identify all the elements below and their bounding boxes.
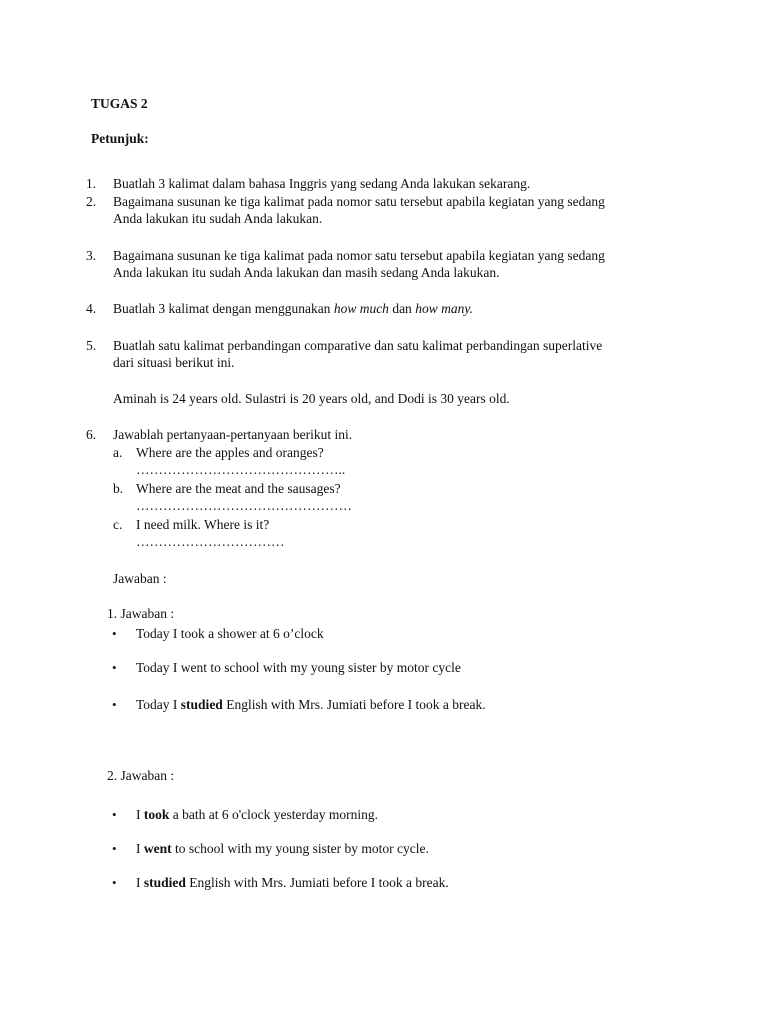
sub-question-letter: a. (113, 445, 123, 460)
question-text: Anda lakukan itu sudah Anda lakukan dan masih sedang Anda lakukan. (113, 265, 500, 280)
answer-text: Today I (136, 697, 181, 712)
answer-verb: took (143, 807, 170, 822)
sub-question-letter: b. (113, 481, 124, 496)
question-text: Jawablah pertanyaan-pertanyaan berikut ini. (113, 427, 353, 442)
answer-2-heading: 2. Jawaban : (107, 768, 175, 783)
answer-text: English with Mrs. Jumiati before I took a break. (222, 697, 486, 712)
answer-item (136, 840, 429, 857)
question-text (113, 300, 473, 317)
answer-verb: studied (180, 697, 223, 712)
answer-text: I (136, 841, 144, 856)
question-emphasis: how many. (415, 301, 473, 316)
question-text: Buatlah satu kalimat perbandingan comparative dan satu kalimat perbandingan superlative (113, 338, 603, 353)
bullet-icon: • (112, 807, 117, 822)
question-number: 5. (86, 338, 97, 353)
bullet-icon: • (112, 626, 117, 641)
question-number: 3. (86, 248, 97, 263)
answer-verb: studied (143, 875, 186, 890)
answer-blank: ……………………………………….. (136, 462, 346, 477)
answer-text: a bath at 6 o'clock yesterday morning. (169, 807, 379, 822)
answer-text: to school with my young sister by motor cycle. (171, 841, 429, 856)
question-text-part: dan (388, 301, 416, 316)
example-situation: Aminah is 24 years old. Sulastri is 20 years old, and Dodi is 30 years old. (113, 391, 510, 406)
answer-item (136, 874, 449, 891)
answer-text: I (136, 875, 144, 890)
question-text: Buatlah 3 kalimat dalam bahasa Inggris yang sedang Anda lakukan sekarang. (113, 176, 531, 191)
bullet-icon: • (112, 841, 117, 856)
question-number: 1. (86, 176, 97, 191)
answer-item (136, 806, 378, 823)
answer-verb: went (143, 841, 172, 856)
question-text-part: Buatlah 3 kalimat dengan menggunakan (113, 301, 334, 316)
answer-text: I (136, 807, 144, 822)
answer-1-heading: 1. Jawaban : (107, 606, 175, 621)
question-number: 4. (86, 301, 97, 316)
question-text: Bagaimana susunan ke tiga kalimat pada nomor satu tersebut apabila kegiatan yang sedang (113, 194, 605, 209)
bullet-icon: • (112, 875, 117, 890)
answers-heading: Jawaban : (113, 571, 167, 586)
question-emphasis: how much (333, 301, 389, 316)
sub-question-text: Where are the apples and oranges? (136, 445, 324, 460)
sub-question-letter: c. (113, 517, 123, 532)
question-number: 6. (86, 427, 97, 442)
bullet-icon: • (112, 660, 117, 675)
answer-item (136, 696, 486, 713)
answer-text: English with Mrs. Jumiati before I took a break. (185, 875, 449, 890)
question-text: Anda lakukan itu sudah Anda lakukan. (113, 211, 323, 226)
question-number: 2. (86, 194, 97, 209)
answer-text: Today I took a shower at 6 o’clock (136, 626, 324, 641)
instructions-heading: Petunjuk: (91, 131, 149, 146)
answer-blank: …………………………… (136, 534, 285, 549)
question-text: dari situasi berikut ini. (113, 355, 235, 370)
answer-text: Today I went to school with my young sister by motor cycle (136, 660, 461, 675)
question-text: Bagaimana susunan ke tiga kalimat pada nomor satu tersebut apabila kegiatan yang sedang (113, 248, 605, 263)
answer-blank: ………………………………………… (136, 498, 352, 513)
answer-item (136, 625, 324, 642)
answer-item (136, 659, 461, 676)
bullet-icon: • (112, 697, 117, 712)
sub-question-text: I need milk. Where is it? (136, 517, 270, 532)
sub-question-text: Where are the meat and the sausages? (136, 481, 341, 496)
document-title: TUGAS 2 (91, 96, 148, 111)
